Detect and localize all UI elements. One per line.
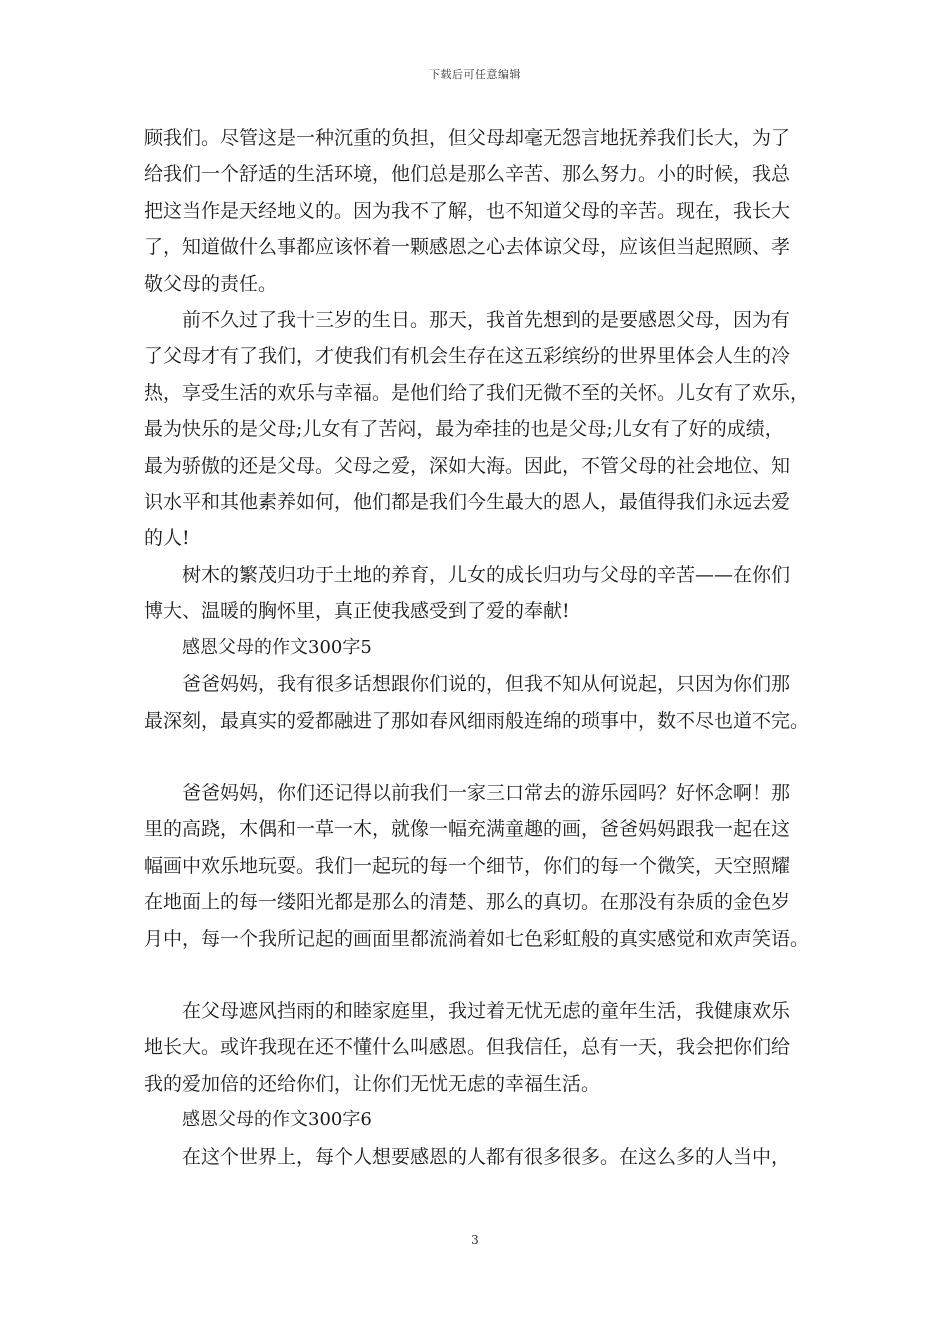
text-line: 月中，每一个我所记起的画面里都流淌着如七色彩虹般的真实感觉和欢声笑语。 [144, 927, 810, 950]
text-line: 爸爸妈妈，我有很多话想跟你们说的，但我不知从何说起，只因为你们那 [182, 673, 791, 696]
text-line: 里的高跷，木偶和一草一木，就像一幅充满童趣的画，爸爸妈妈跟我一起在这 [144, 818, 791, 841]
text-line: 最为快乐的是父母;儿女有了苦闷，最为牵挂的也是父母;儿女有了好的成绩， [144, 418, 784, 441]
essay5-paragraph-1 [144, 666, 810, 739]
text-line: 爸爸妈妈，你们还记得以前我们一家三口常去的游乐园吗？好怀念啊！那 [182, 781, 791, 804]
document-body [144, 120, 810, 1175]
text-line: 把这当作是天经地义的。因为我不了解，也不知道父母的辛苦。现在，我长大 [144, 199, 791, 222]
essay5-paragraph-2 [144, 775, 810, 957]
essay6-paragraph-1 [144, 1139, 806, 1175]
page-header: 下载后可任意编辑 [429, 68, 521, 81]
paragraph-2 [144, 302, 810, 557]
text-line: 树木的繁茂归功于土地的养育，儿女的成长归功与父母的辛苦——在你们 [182, 563, 791, 586]
text-line: 识水平和其他素养如何，他们都是我们今生最大的恩人，最值得我们永远去爱 [144, 491, 791, 514]
text-line: 最深刻，最真实的爱都融进了那如春风细雨般连绵的琐事中，数不尽也道不完。 [144, 709, 810, 732]
text-line: 在地面上的每一缕阳光都是那么的清楚、那么的真切。在那没有杂质的金色岁 [144, 891, 791, 914]
page-number: 3 [471, 1233, 479, 1247]
text-line: 热，享受生活的欢乐与幸福。是他们给了我们无微不至的关怀。儿女有了欢乐， [144, 381, 810, 404]
section-heading-5: 感恩父母的作文300字5 [182, 636, 372, 658]
blank-line [144, 739, 806, 775]
text-line: 我的爱加倍的还给你们，让你们无忧无虑的幸福生活。 [144, 1072, 601, 1095]
text-line: 敬父母的责任。 [144, 272, 278, 295]
text-line: 幅画中欢乐地玩耍。我们一起玩的每一个细节，你们的每一个微笑，天空照耀 [144, 854, 791, 877]
text-line: 地长大。或许我现在还不懂什么叫感恩。但我信任，总有一天，我会把你们给 [144, 1036, 791, 1059]
text-line: 给我们一个舒适的生活环境，他们总是那么辛苦、那么努力。小的时候，我总 [144, 163, 791, 186]
text-line: 最为骄傲的还是父母。父母之爱，深如大海。因此，不管父母的社会地位、知 [144, 454, 791, 477]
text-line: 顾我们。尽管这是一种沉重的负担，但父母却毫无怨言地抚养我们长大，为了 [144, 127, 791, 149]
text-line: 前不久过了我十三岁的生日。那天，我首先想到的是要感恩父母，因为有 [182, 309, 791, 332]
text-line: 在父母遮风挡雨的和睦家庭里，我过着无忧无虑的童年生活，我健康欢乐 [182, 999, 791, 1022]
paragraph-3 [144, 557, 806, 630]
text-line: 了，知道做什么事都应该怀着一颗感恩之心去体谅父母，应该但当起照顾、孝 [144, 236, 791, 259]
text-line: 博大、温暖的胸怀里，真正使我感受到了爱的奉献! [144, 600, 570, 623]
text-line: 的人! [144, 527, 190, 550]
blank-line [144, 957, 806, 993]
section-heading-6: 感恩父母的作文300字6 [182, 1109, 372, 1131]
essay5-paragraph-3 [144, 993, 806, 1102]
text-line: 在这个世界上，每个人想要感恩的人都有很多很多。在这么多的人当中， [182, 1145, 791, 1168]
text-line: 了父母才有了我们，才使我们有机会生存在这五彩缤纷的世界里体会人生的冷 [144, 345, 791, 368]
paragraph-1 [144, 120, 806, 302]
